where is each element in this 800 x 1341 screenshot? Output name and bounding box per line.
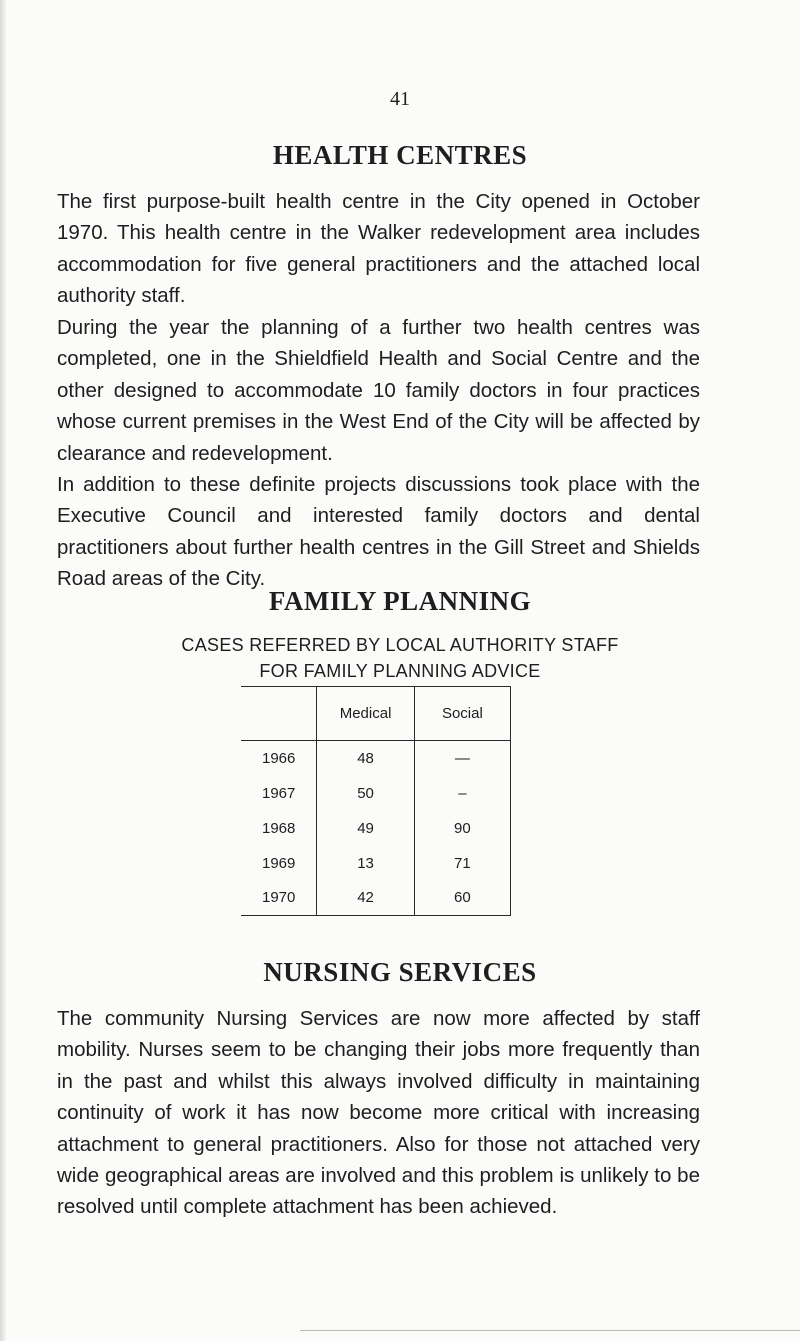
table-row: [241, 811, 511, 846]
table-cell-year: 1967: [262, 784, 296, 802]
table-cell-year: 1966: [262, 749, 296, 767]
family-planning-table: [241, 686, 511, 916]
table-cell-social: 71: [414, 846, 510, 881]
table-row: [241, 881, 511, 916]
table-cell-medical: 50: [317, 776, 414, 811]
page-bottom-rule: [300, 1330, 800, 1331]
table-cell-social: 60: [414, 881, 510, 916]
table-header-social: Social: [414, 687, 510, 741]
table-header-medical: Medical: [317, 687, 414, 741]
table-header-year: [241, 687, 317, 741]
table-cell-social: –: [414, 776, 510, 811]
health-centres-paragraph-2: During the year the planning of a further two health centres was completed, one in the Shieldfield Health and Social Centre and the other designed to accommodate 10 family doctors in four practices whose current premises in the West End of the City will be affected by clearance and redevelopment.: [57, 316, 700, 465]
health-centres-paragraph-3: In addition to these definite projects discussions took place with the Executive Council and interested family doctors and dental practitioners about further health centres in the Gill Street and Shields Road areas of the City.: [57, 473, 700, 591]
health-centres-paragraph-1: The first purpose-built health centre in the City opened in October 1970. This health centre in the Walker redevelopment area includes accommodation for five general practitioners and the attached local authority staff.: [57, 190, 700, 308]
table-row: [241, 776, 511, 811]
table-cell-medical: 49: [317, 811, 414, 846]
table-cell-year: 1969: [262, 854, 296, 872]
table-cell-medical: 42: [317, 881, 414, 916]
table-cell-year: 1968: [262, 819, 296, 837]
family-planning-subheading-line-2: FOR FAMILY PLANNING ADVICE: [259, 661, 541, 681]
page-number: 41: [390, 88, 410, 110]
family-planning-subheading-line-1: CASES REFERRED BY LOCAL AUTHORITY STAFF: [181, 635, 619, 655]
table-cell-year: 1970: [241, 881, 317, 916]
table-header-row: [241, 687, 511, 741]
table-cell-medical: 13: [317, 846, 414, 881]
table-row: [241, 846, 511, 881]
table-row: [241, 741, 511, 776]
table-cell-medical: 48: [317, 741, 414, 776]
nursing-services-paragraph-1: The community Nursing Services are now more affected by staff mobility. Nurses seem to be changing their jobs more frequently than in the past and whilst this always involved difficulty in maintaining continuity of work it has now become more critical with increasing attachment to general practitioners. Also for those not attached very wide geographical areas are involved and this problem is unlikely to be resolved until complete attachment has been achieved.: [57, 1007, 700, 1219]
health-centres-heading: HEALTH CENTRES: [272, 140, 528, 170]
table-cell-social: 90: [414, 811, 510, 846]
family-planning-heading: FAMILY PLANNING: [268, 586, 532, 616]
table-cell-social: —: [414, 741, 510, 776]
nursing-services-heading: NURSING SERVICES: [263, 957, 537, 987]
